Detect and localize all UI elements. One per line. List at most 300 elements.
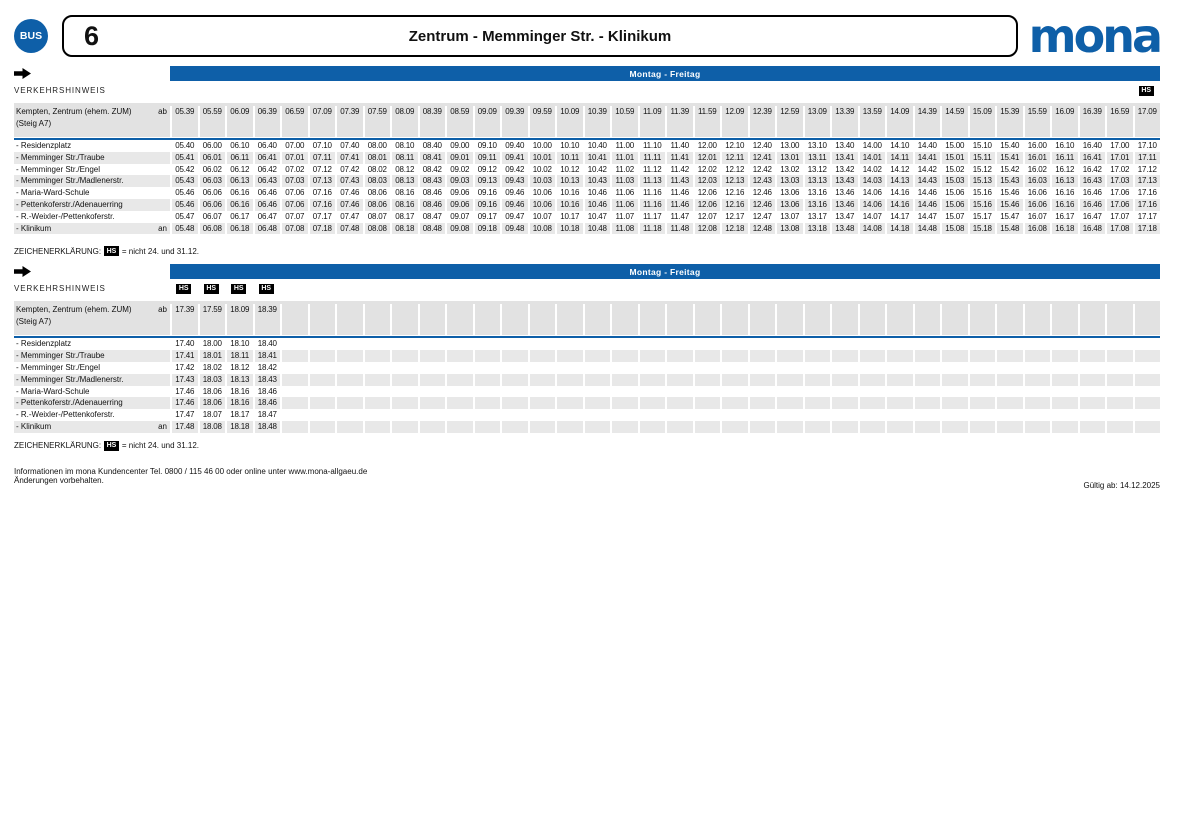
time-cell — [583, 304, 611, 335]
time-cell: 07.16 — [308, 199, 336, 211]
time-cell: 16.09 — [1050, 106, 1078, 137]
legend-line — [14, 246, 1160, 256]
time-cell — [940, 374, 968, 386]
arrival-marker — [151, 338, 170, 350]
arrival-marker — [151, 362, 170, 374]
time-cell: 16.16 — [1050, 199, 1078, 211]
time-cell — [583, 409, 611, 421]
time-cells — [170, 409, 1160, 421]
time-cell — [528, 350, 556, 362]
time-cell: 14.18 — [885, 223, 913, 235]
hinweis-cell — [555, 284, 583, 294]
origin-row — [14, 301, 1160, 335]
time-cell — [940, 304, 968, 335]
hinweis-cell — [748, 86, 776, 96]
time-cell — [720, 397, 748, 409]
stop-name: - Memminger Str./Madlenerstr. — [16, 374, 124, 384]
time-cell: 11.03 — [610, 175, 638, 187]
time-cell: 15.07 — [940, 211, 968, 223]
time-cell: 08.16 — [390, 199, 418, 211]
origin-stop-name: Kempten, Zentrum (ehem. ZUM) (Steig A7) — [16, 305, 132, 326]
time-cell: 11.16 — [638, 187, 666, 199]
time-cell: 11.00 — [610, 140, 638, 152]
hinweis-cell — [1050, 284, 1078, 294]
time-cell: 13.41 — [830, 152, 858, 164]
time-cell: 13.00 — [775, 140, 803, 152]
stop-name: - R.-Weixler-/Pettenkoferstr. — [16, 410, 115, 420]
time-cell: 16.07 — [1023, 211, 1051, 223]
time-cell: 17.08 — [1105, 223, 1133, 235]
time-cell: 10.01 — [528, 152, 556, 164]
time-cell — [665, 421, 693, 433]
hinweis-cell — [610, 86, 638, 96]
time-cell — [885, 421, 913, 433]
time-cell: 17.00 — [1105, 140, 1133, 152]
time-cell: 12.12 — [720, 164, 748, 176]
time-cell — [638, 362, 666, 374]
time-cell — [445, 362, 473, 374]
time-cell — [638, 374, 666, 386]
stop-name: - Residenzplatz — [16, 141, 72, 150]
hinweis-cell — [968, 284, 996, 294]
time-cell — [748, 304, 776, 335]
time-cell — [418, 386, 446, 398]
time-cell: 15.12 — [968, 164, 996, 176]
hinweis-cell — [610, 284, 638, 294]
time-cell: 06.11 — [225, 152, 253, 164]
time-cell — [610, 338, 638, 350]
time-cell: 18.07 — [198, 409, 226, 421]
time-cell: 05.48 — [170, 223, 198, 235]
hinweis-cell — [1078, 86, 1106, 96]
time-cell — [418, 338, 446, 350]
hinweis-cell — [913, 86, 941, 96]
hinweis-cell — [693, 86, 721, 96]
time-cells — [170, 362, 1160, 374]
time-cell — [1133, 397, 1161, 409]
timetable-weekday-evening — [14, 264, 1160, 432]
time-cell — [858, 338, 886, 350]
time-cell: 13.43 — [830, 175, 858, 187]
time-cell — [363, 374, 391, 386]
legend-label: ZEICHENERKLÄRUNG: — [14, 246, 102, 256]
time-cell — [418, 409, 446, 421]
time-cell: 18.46 — [253, 397, 281, 409]
time-cell: 16.18 — [1050, 223, 1078, 235]
time-cell: 10.42 — [583, 164, 611, 176]
time-cell: 09.42 — [500, 164, 528, 176]
time-cell — [473, 397, 501, 409]
time-cell — [858, 350, 886, 362]
time-cell: 12.02 — [693, 164, 721, 176]
time-cell — [885, 386, 913, 398]
verkehrshinweis-label: VERKEHRSHINWEIS — [14, 86, 106, 95]
line-title-box — [62, 15, 1018, 57]
time-cell — [1078, 374, 1106, 386]
time-cell — [830, 362, 858, 374]
stop-row — [14, 152, 1160, 164]
time-cell — [913, 350, 941, 362]
legend-text: = nicht 24. und 31.12. — [121, 246, 200, 256]
time-cell: 16.47 — [1078, 211, 1106, 223]
time-cells — [170, 304, 1160, 335]
time-cell — [500, 304, 528, 335]
time-cell: 16.17 — [1050, 211, 1078, 223]
time-cell: 18.06 — [198, 386, 226, 398]
time-cell: 11.41 — [665, 152, 693, 164]
time-cell — [1133, 409, 1161, 421]
time-cell — [665, 409, 693, 421]
time-cell: 17.06 — [1105, 187, 1133, 199]
time-cell — [638, 304, 666, 335]
time-cell — [363, 386, 391, 398]
time-cells — [170, 152, 1160, 164]
time-cell — [720, 409, 748, 421]
time-cell — [995, 338, 1023, 350]
time-cells — [170, 187, 1160, 199]
time-cell: 14.16 — [885, 199, 913, 211]
time-cell — [1023, 374, 1051, 386]
time-cell — [830, 374, 858, 386]
arrival-marker: an — [158, 421, 167, 431]
stop-row — [14, 175, 1160, 187]
stop-name: - Maria-Ward-Schule — [16, 386, 90, 396]
time-cell — [1023, 397, 1051, 409]
time-cell — [390, 397, 418, 409]
time-cell: 06.16 — [225, 187, 253, 199]
time-cell — [500, 397, 528, 409]
legend-label: ZEICHENERKLÄRUNG: — [14, 441, 102, 451]
time-cell — [528, 397, 556, 409]
time-cell — [445, 350, 473, 362]
time-cell — [390, 386, 418, 398]
time-cell: 12.06 — [693, 187, 721, 199]
time-cells — [170, 421, 1160, 433]
time-cell: 06.47 — [253, 211, 281, 223]
time-cell: 17.59 — [198, 304, 226, 335]
time-cell: 16.00 — [1023, 140, 1051, 152]
hinweis-cell — [445, 86, 473, 96]
time-cell: 08.13 — [390, 175, 418, 187]
time-cell — [308, 350, 336, 362]
time-cell — [885, 304, 913, 335]
time-cell: 10.48 — [583, 223, 611, 235]
time-cell — [885, 350, 913, 362]
time-cell: 09.08 — [445, 223, 473, 235]
time-cell: 12.43 — [748, 175, 776, 187]
time-cell — [693, 386, 721, 398]
time-cell: 12.42 — [748, 164, 776, 176]
time-cell — [638, 409, 666, 421]
time-cell — [1133, 362, 1161, 374]
time-cell: 15.18 — [968, 223, 996, 235]
time-cell: 10.43 — [583, 175, 611, 187]
hinweis-cell — [693, 284, 721, 294]
time-cell — [1105, 421, 1133, 433]
time-cell: 08.46 — [418, 199, 446, 211]
hinweis-cell — [858, 284, 886, 294]
time-cell — [968, 409, 996, 421]
time-cell: 05.46 — [170, 199, 198, 211]
hinweis-cell — [170, 284, 198, 294]
time-cell: 11.06 — [610, 187, 638, 199]
mona-logo: mona — [1028, 9, 1160, 63]
hinweis-cell — [665, 284, 693, 294]
time-cell — [363, 338, 391, 350]
time-cells — [170, 175, 1160, 187]
time-cell: 09.59 — [528, 106, 556, 137]
time-cell — [335, 397, 363, 409]
time-cell — [610, 397, 638, 409]
time-cell — [473, 374, 501, 386]
stop-name: - R.-Weixler-/Pettenkoferstr. — [16, 211, 115, 221]
time-cell: 16.41 — [1078, 152, 1106, 164]
hinweis-cell — [913, 284, 941, 294]
time-cell: 09.16 — [473, 199, 501, 211]
time-cell: 08.47 — [418, 211, 446, 223]
time-cells — [170, 106, 1160, 137]
time-cell: 08.18 — [390, 223, 418, 235]
time-cell: 18.09 — [225, 304, 253, 335]
hinweis-cell — [1105, 284, 1133, 294]
time-cell: 18.16 — [225, 397, 253, 409]
time-cell: 12.46 — [748, 187, 776, 199]
time-cell: 12.59 — [775, 106, 803, 137]
time-cell — [390, 338, 418, 350]
footer-changes-line: Änderungen vorbehalten. — [14, 476, 104, 486]
time-cell — [418, 397, 446, 409]
hinweis-cell — [665, 86, 693, 96]
valid-from-date: Gültig ab: 14.12.2025 — [1083, 480, 1160, 490]
hinweis-cell — [1050, 86, 1078, 96]
time-cell — [1050, 386, 1078, 398]
time-cell: 08.00 — [363, 140, 391, 152]
hinweis-cell — [583, 86, 611, 96]
time-cell — [610, 374, 638, 386]
arrival-marker: an — [158, 223, 167, 233]
time-cell: 17.03 — [1105, 175, 1133, 187]
time-cell: 07.17 — [308, 211, 336, 223]
time-cell — [995, 421, 1023, 433]
time-cell — [280, 362, 308, 374]
time-cell — [1050, 304, 1078, 335]
time-cell: 09.46 — [500, 187, 528, 199]
time-cell: 13.40 — [830, 140, 858, 152]
hinweis-cell — [225, 284, 253, 294]
time-cell: 16.12 — [1050, 164, 1078, 176]
time-cell — [335, 409, 363, 421]
time-cell: 13.18 — [803, 223, 831, 235]
time-cell — [363, 304, 391, 335]
time-cell: 14.03 — [858, 175, 886, 187]
time-cell: 12.13 — [720, 175, 748, 187]
time-cell: 18.11 — [225, 350, 253, 362]
time-cell: 11.16 — [638, 199, 666, 211]
time-cell — [940, 338, 968, 350]
time-cell — [748, 397, 776, 409]
time-cell — [390, 362, 418, 374]
time-cell: 12.10 — [720, 140, 748, 152]
time-cell: 14.01 — [858, 152, 886, 164]
time-cell: 10.10 — [555, 140, 583, 152]
time-cell — [555, 362, 583, 374]
time-cell: 11.13 — [638, 175, 666, 187]
time-cell: 13.06 — [775, 187, 803, 199]
time-cell: 14.59 — [940, 106, 968, 137]
time-cell: 17.43 — [170, 374, 198, 386]
time-cell: 13.09 — [803, 106, 831, 137]
time-cell: 07.09 — [308, 106, 336, 137]
time-cell — [555, 397, 583, 409]
time-cell: 06.03 — [198, 175, 226, 187]
hinweis-cell — [830, 86, 858, 96]
time-cell — [1023, 409, 1051, 421]
time-cell — [665, 304, 693, 335]
time-cell: 12.09 — [720, 106, 748, 137]
time-cell: 08.07 — [363, 211, 391, 223]
time-cell: 13.03 — [775, 175, 803, 187]
time-cell — [1133, 374, 1161, 386]
time-cell — [748, 338, 776, 350]
timetable-weekday-morning — [14, 66, 1160, 234]
time-cell: 11.08 — [610, 223, 638, 235]
time-cell: 06.00 — [198, 140, 226, 152]
time-cell: 16.06 — [1023, 199, 1051, 211]
time-cell: 11.06 — [610, 199, 638, 211]
time-cell — [528, 386, 556, 398]
time-cell: 08.16 — [390, 187, 418, 199]
time-cell: 18.02 — [198, 362, 226, 374]
time-cell — [1105, 304, 1133, 335]
time-cell — [803, 350, 831, 362]
time-cell — [693, 304, 721, 335]
time-cell: 09.02 — [445, 164, 473, 176]
time-cell — [638, 397, 666, 409]
time-cell: 09.43 — [500, 175, 528, 187]
time-cell: 13.17 — [803, 211, 831, 223]
time-cell: 13.16 — [803, 199, 831, 211]
time-cell: 06.42 — [253, 164, 281, 176]
hinweis-cells — [170, 86, 1160, 96]
time-cell: 14.40 — [913, 140, 941, 152]
time-cell — [858, 362, 886, 374]
hs-badge: HS — [231, 284, 246, 294]
time-cell: 11.10 — [638, 140, 666, 152]
time-cell: 15.01 — [940, 152, 968, 164]
direction-arrow-icon — [14, 66, 170, 81]
time-cell — [775, 421, 803, 433]
time-cell: 09.11 — [473, 152, 501, 164]
stop-name: - Klinikum — [16, 223, 52, 233]
time-cell — [775, 338, 803, 350]
time-cell — [803, 421, 831, 433]
time-cell: 14.00 — [858, 140, 886, 152]
time-cell: 13.46 — [830, 187, 858, 199]
arrival-marker — [151, 386, 170, 398]
time-cell: 06.09 — [225, 106, 253, 137]
hinweis-cell — [858, 86, 886, 96]
time-cell — [418, 350, 446, 362]
time-cell: 12.08 — [693, 223, 721, 235]
time-cell: 14.46 — [913, 199, 941, 211]
time-cell: 17.17 — [1133, 211, 1161, 223]
time-cell — [1078, 362, 1106, 374]
time-cell: 10.40 — [583, 140, 611, 152]
time-cell: 16.03 — [1023, 175, 1051, 187]
time-cell — [830, 350, 858, 362]
time-cell: 18.47 — [253, 409, 281, 421]
time-cell — [885, 362, 913, 374]
hinweis-cell — [583, 284, 611, 294]
time-cell — [1078, 338, 1106, 350]
time-cell: 12.47 — [748, 211, 776, 223]
page-footer — [14, 466, 1160, 490]
time-cell: 10.06 — [528, 199, 556, 211]
time-cell: 18.43 — [253, 374, 281, 386]
time-cell — [500, 374, 528, 386]
time-cell — [858, 374, 886, 386]
hs-badge: HS — [104, 246, 119, 256]
time-cell: 06.16 — [225, 199, 253, 211]
stop-row — [14, 338, 1160, 350]
time-cell — [720, 304, 748, 335]
hinweis-cell — [473, 86, 501, 96]
time-cell — [308, 409, 336, 421]
bus-icon: BUS — [14, 19, 48, 53]
time-cell: 10.47 — [583, 211, 611, 223]
hinweis-cell — [335, 86, 363, 96]
time-cell: 05.59 — [198, 106, 226, 137]
time-cell: 06.48 — [253, 223, 281, 235]
time-cell — [803, 397, 831, 409]
time-cell — [528, 409, 556, 421]
time-cell — [335, 362, 363, 374]
time-cell — [913, 409, 941, 421]
time-cell — [390, 421, 418, 433]
time-cell: 07.08 — [280, 223, 308, 235]
time-cell: 15.08 — [940, 223, 968, 235]
time-cell — [665, 374, 693, 386]
time-cell — [308, 362, 336, 374]
time-cell: 07.16 — [308, 187, 336, 199]
time-cell: 10.00 — [528, 140, 556, 152]
hinweis-cell — [1023, 284, 1051, 294]
hinweis-cell — [390, 86, 418, 96]
hinweis-cell — [1078, 284, 1106, 294]
time-cell: 16.39 — [1078, 106, 1106, 137]
time-cell — [528, 304, 556, 335]
time-cell — [1050, 409, 1078, 421]
time-cell: 17.01 — [1105, 152, 1133, 164]
time-cell: 15.02 — [940, 164, 968, 176]
time-cell: 15.17 — [968, 211, 996, 223]
time-cell: 06.41 — [253, 152, 281, 164]
time-cell: 06.59 — [280, 106, 308, 137]
time-cell: 14.41 — [913, 152, 941, 164]
hinweis-cell — [748, 284, 776, 294]
time-cell: 14.42 — [913, 164, 941, 176]
day-band: Montag - Freitag — [170, 264, 1160, 279]
time-cell: 14.16 — [885, 187, 913, 199]
time-cell: 14.06 — [858, 199, 886, 211]
time-cell — [913, 338, 941, 350]
time-cell: 11.02 — [610, 164, 638, 176]
time-cell: 09.46 — [500, 199, 528, 211]
time-cell — [583, 397, 611, 409]
time-cell: 10.18 — [555, 223, 583, 235]
stop-row — [14, 164, 1160, 176]
time-cell — [280, 338, 308, 350]
